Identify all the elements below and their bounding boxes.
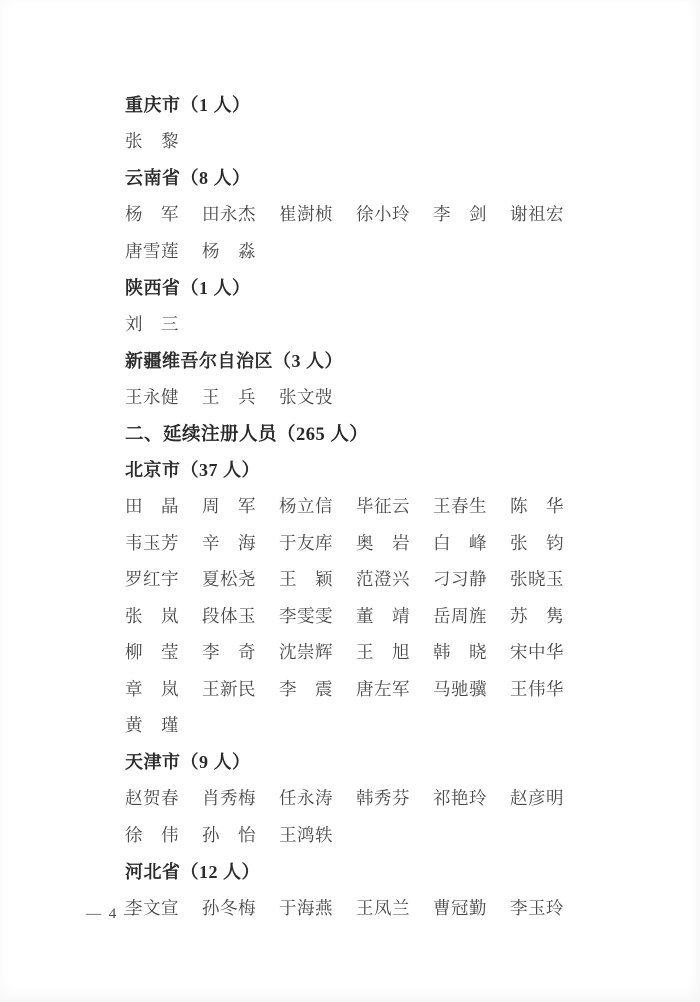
person-name: 王凤兰 — [356, 897, 410, 918]
person-name: 曹冠勤 — [433, 897, 487, 918]
name-row — [125, 597, 640, 634]
person-name: 唐雪莲 — [125, 240, 179, 261]
person-name: 李 奇 — [202, 642, 256, 663]
person-name: 刁习静 — [433, 569, 487, 590]
person-name: 赵彦明 — [510, 788, 564, 809]
province-heading: 云南省（8 人） — [125, 168, 251, 189]
person-name: 周 军 — [202, 496, 256, 517]
name-row — [125, 634, 640, 671]
person-name: 王新民 — [202, 678, 256, 699]
person-name: 马驰骥 — [433, 678, 487, 699]
person-name: 李 剑 — [433, 204, 487, 225]
person-name: 王永健 — [125, 386, 179, 407]
person-name: 奥 岩 — [356, 532, 410, 553]
document-content — [125, 86, 640, 926]
person-name: 李雯雯 — [279, 605, 333, 626]
name-row — [125, 816, 640, 853]
person-name: 李 震 — [279, 678, 333, 699]
person-name: 王鸿轶 — [279, 824, 333, 845]
name-row — [125, 378, 640, 415]
person-name: 唐左军 — [356, 678, 410, 699]
name-row — [125, 232, 640, 269]
name-row — [125, 123, 640, 160]
province-heading: 新疆维吾尔自治区（3 人） — [125, 350, 343, 371]
name-row — [125, 670, 640, 707]
person-name: 王 旭 — [356, 642, 410, 663]
person-name: 张晓玉 — [510, 569, 564, 590]
person-name: 岳周旌 — [433, 605, 487, 626]
person-name: 杨 军 — [125, 204, 179, 225]
name-row — [125, 780, 640, 817]
province-heading: 河北省（12 人） — [125, 861, 260, 882]
person-name: 肖秀梅 — [202, 788, 256, 809]
person-name: 宋中华 — [510, 642, 564, 663]
person-name: 祁艳玲 — [433, 788, 487, 809]
person-name: 苏 隽 — [510, 605, 564, 626]
person-name: 韩 晓 — [433, 642, 487, 663]
name-row — [125, 196, 640, 233]
person-name: 王 颖 — [279, 569, 333, 590]
person-name: 张 钧 — [510, 532, 564, 553]
person-name: 徐小玲 — [356, 204, 410, 225]
person-name: 孙 怡 — [202, 824, 256, 845]
province-heading: 陕西省（1 人） — [125, 277, 251, 298]
person-name: 李文宣 — [125, 897, 179, 918]
person-name: 王春生 — [433, 496, 487, 517]
person-name: 白 峰 — [433, 532, 487, 553]
person-name: 于友库 — [279, 532, 333, 553]
person-name: 崔澍桢 — [279, 204, 333, 225]
name-row — [125, 561, 640, 598]
person-name: 董 靖 — [356, 605, 410, 626]
person-name: 章 岚 — [125, 678, 179, 699]
person-name: 柳 莹 — [125, 642, 179, 663]
page-number: — 4 — — [86, 906, 141, 922]
person-name: 谢祖宏 — [510, 204, 564, 225]
person-name: 夏松尧 — [202, 569, 256, 590]
person-name: 田永杰 — [202, 204, 256, 225]
name-row — [125, 524, 640, 561]
person-name: 韩秀芬 — [356, 788, 410, 809]
person-name: 于海燕 — [279, 897, 333, 918]
person-name: 孙冬梅 — [202, 897, 256, 918]
person-name: 陈 华 — [510, 496, 564, 517]
person-name: 杨立信 — [279, 496, 333, 517]
person-name: 毕征云 — [356, 496, 410, 517]
person-name: 徐 伟 — [125, 824, 179, 845]
person-name: 辛 海 — [202, 532, 256, 553]
name-row — [125, 707, 640, 744]
person-name: 王伟华 — [510, 678, 564, 699]
province-heading: 重庆市（1 人） — [125, 95, 251, 116]
name-row — [125, 488, 640, 525]
name-row — [125, 889, 640, 926]
person-name: 沈崇辉 — [279, 642, 333, 663]
person-name: 韦玉芳 — [125, 532, 179, 553]
person-name: 王 兵 — [202, 386, 256, 407]
person-name: 刘 三 — [125, 313, 179, 334]
person-name: 黄 瑾 — [125, 715, 179, 736]
person-name: 段体玉 — [202, 605, 256, 626]
province-heading: 天津市（9 人） — [125, 752, 251, 773]
person-name: 张 岚 — [125, 605, 179, 626]
person-name: 张 黎 — [125, 131, 179, 152]
section-heading: 二、延续注册人员（265 人） — [125, 424, 369, 445]
person-name: 赵贺春 — [125, 788, 179, 809]
name-row — [125, 305, 640, 342]
person-name: 范澄兴 — [356, 569, 410, 590]
person-name: 罗红宇 — [125, 569, 179, 590]
person-name: 张文弢 — [279, 386, 333, 407]
person-name: 杨 淼 — [202, 240, 256, 261]
province-heading: 北京市（37 人） — [125, 460, 260, 481]
person-name: 任永涛 — [279, 788, 333, 809]
person-name: 田 晶 — [125, 496, 179, 517]
person-name: 李玉玲 — [510, 897, 564, 918]
